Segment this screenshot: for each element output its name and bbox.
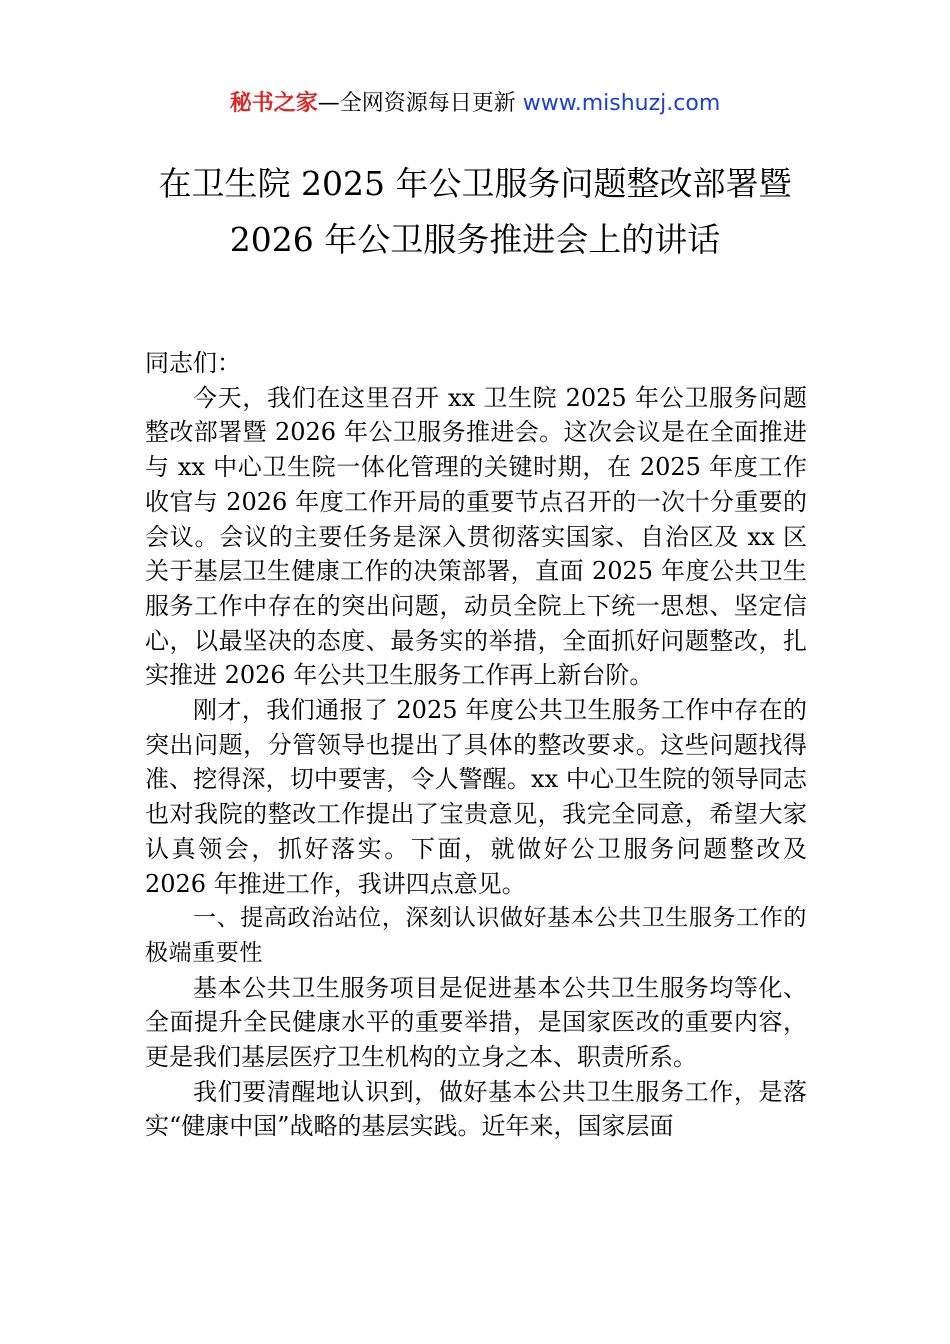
paragraph-section-1-b: 我们要清醒地认识到，做好基本公共卫生服务工作，是落实“健康中国”战略的基层实践。近年来，国家层面 [145, 1077, 807, 1141]
document-title-line-2: 2026 年公卫服务推进会上的讲话 [229, 220, 721, 259]
site-brand: 秘书之家 [229, 91, 318, 116]
paragraph-section-1-a: 基本公共卫生服务项目是促进基本公共卫生服务均等化、全面提升全民健康水平的重要举措，是国家医改的重要内容，更是我们基层医疗卫生机构的立身之本、职责所系。 [145, 973, 807, 1072]
document-title [0, 156, 950, 268]
salutation: 同志们： [145, 349, 241, 377]
document-title-line-1: 在卫生院 2025 年公卫服务问题整改部署暨 [158, 164, 792, 203]
document-body [145, 346, 807, 1144]
site-url-link[interactable]: www.mishuzj.com [522, 91, 721, 116]
section-heading-1: 一、提高政治站位，深刻认识做好基本公共卫生服务工作的极端重要性 [145, 905, 807, 966]
paragraph-background: 刚才，我们通报了 2025 年度公共卫生服务工作中存在的突出问题，分管领导也提出了具体的整改要求。这些问题找得准、挖得深，切中要害，令人警醒。xx 中心卫生院的领导同志也对我院的整改工作提出了宝贵意见，我完全同意，希望大家认真领会，抓好落实。下面，就做好公卫服务问题整改及 2026 年推进工作，我讲四点意见。 [145, 696, 807, 898]
paragraph-intro: 今天，我们在这里召开 xx 卫生院 2025 年公卫服务问题整改部署暨 2026 年公卫服务推进会。这次会议是在全面推进与 xx 中心卫生院一体化管理的关键时期，在 2025 年度工作收官与 2026 年度工作开局的重要节点召开的一次十分重要的会议。会议的主要任务是深入贯彻落实国家、自治区及 xx 区关于基层卫生健康工作的决策部署，直面 2025 年度公共卫生服务工作中存在的突出问题，动员全院上下统一思想、坚定信心，以最坚决的态度、最务实的举措，全面抓好问题整改，扎实推进 2026 年公共卫生服务工作再上新台阶。 [145, 383, 807, 690]
site-header [0, 86, 950, 122]
site-slogan: —全网资源每日更新 [317, 91, 523, 116]
